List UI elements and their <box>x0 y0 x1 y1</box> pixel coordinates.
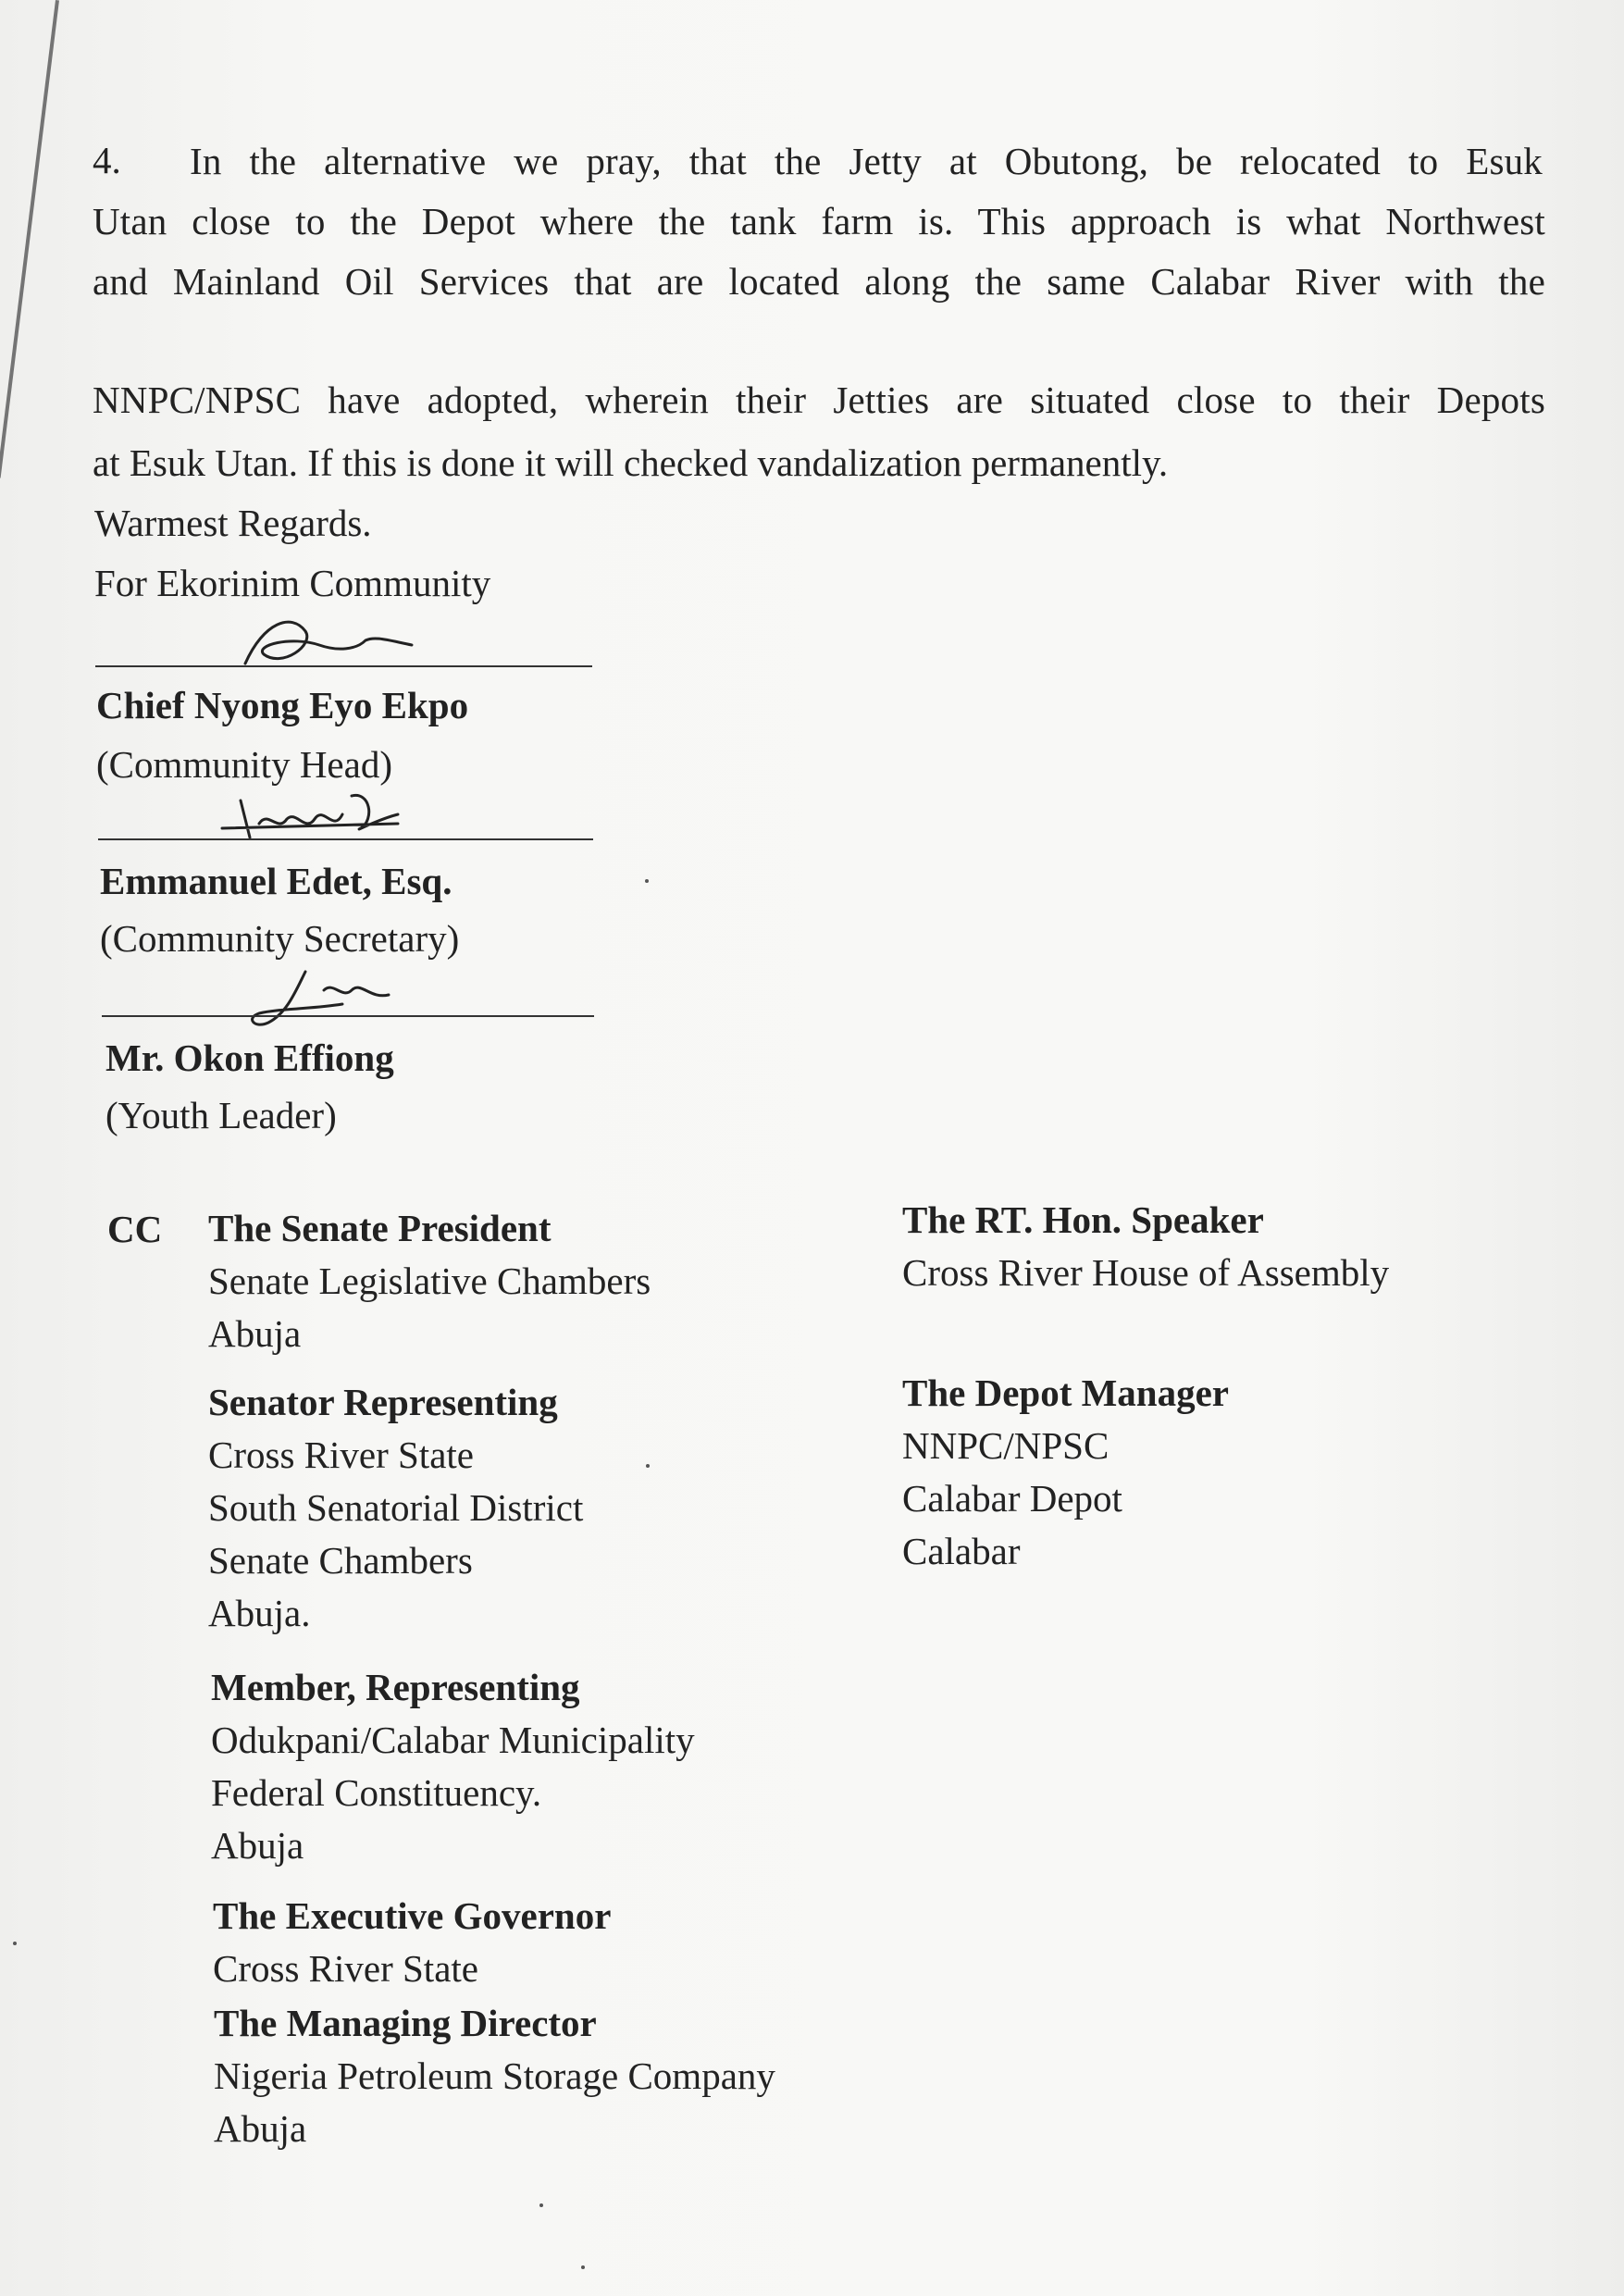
cc-line: Abuja <box>211 1824 304 1867</box>
signatory-2-role: (Community Secretary) <box>100 917 460 960</box>
cc-line: Nigeria Petroleum Storage Company <box>214 2054 775 2097</box>
cc-recipient-managing-director <box>214 1997 775 2155</box>
cc-title: The Depot Manager <box>902 1371 1230 1414</box>
cc-line: South Senatorial District <box>208 1486 584 1529</box>
scan-speck <box>646 1464 650 1468</box>
signature-line-1 <box>95 665 592 667</box>
paragraph-line-1: In the alternative we pray, that the Jetty at Obutong, be relocated to Esuk <box>190 140 1543 182</box>
paragraph-line-4: NNPC/NPSC have adopted, wherein their Jetties are situated close to their Depots <box>93 379 1545 421</box>
paragraph-line-3: and Mainland Oil Services that are located along the same Calabar River with the <box>93 260 1545 303</box>
cc-line: Cross River State <box>208 1433 474 1476</box>
cc-label: CC <box>107 1208 163 1250</box>
cc-line: NNPC/NPSC <box>902 1424 1110 1467</box>
paragraph-number: 4. <box>93 139 121 181</box>
cc-line: Abuja <box>208 1312 302 1355</box>
scan-speck <box>539 2203 543 2207</box>
cc-recipient-governor <box>213 1890 611 1995</box>
signatory-1-role: (Community Head) <box>96 743 392 786</box>
cc-line: Senate Legislative Chambers <box>208 1260 651 1302</box>
cc-line: Federal Constituency. <box>211 1771 542 1814</box>
closing-regards: Warmest Regards. <box>94 502 372 544</box>
cc-line: Cross River State <box>213 1947 478 1990</box>
cc-title: Member, Representing <box>211 1666 580 1708</box>
cc-line: Senate Chambers <box>208 1539 473 1582</box>
cc-title: The Senate President <box>208 1207 552 1249</box>
cc-title: Senator Representing <box>208 1381 558 1423</box>
paragraph-line-2: Utan close to the Depot where the tank farm is. This approach is what Northwest <box>93 200 1545 242</box>
page-edge-shadow <box>0 0 59 478</box>
cc-line: Calabar Depot <box>902 1477 1122 1520</box>
cc-line: Calabar <box>902 1530 1021 1572</box>
cc-title: The Managing Director <box>214 2002 597 2044</box>
signatory-3-name: Mr. Okon Effiong <box>105 1036 394 1079</box>
scan-speck <box>13 1942 17 1945</box>
cc-recipient-senator <box>208 1376 583 1640</box>
cc-recipient-senate-president <box>208 1202 651 1360</box>
cc-title: The RT. Hon. Speaker <box>902 1198 1264 1241</box>
signatory-2-name: Emmanuel Edet, Esq. <box>100 860 452 902</box>
cc-recipient-depot-manager <box>902 1367 1229 1578</box>
scan-speck <box>645 879 649 883</box>
cc-line: Odukpani/Calabar Municipality <box>211 1719 695 1761</box>
signature-line-3 <box>102 1015 594 1017</box>
signature-line-2 <box>98 838 593 840</box>
cc-line: Abuja <box>214 2107 307 2150</box>
cc-title: The Executive Governor <box>213 1894 612 1937</box>
cc-recipient-speaker <box>902 1194 1389 1299</box>
scan-speck <box>581 2265 585 2269</box>
cc-recipient-member <box>211 1661 695 1872</box>
closing-for-line: For Ekorinim Community <box>94 562 491 604</box>
signature-image-2 <box>213 782 426 847</box>
cc-line: Abuja. <box>208 1592 311 1634</box>
paragraph-line-5: at Esuk Utan. If this is done it will checked vandalization permanently. <box>93 441 1169 484</box>
cc-line: Cross River House of Assembly <box>902 1251 1390 1294</box>
signatory-3-role: (Youth Leader) <box>105 1094 337 1136</box>
signature-image-3 <box>231 962 398 1036</box>
signatory-1-name: Chief Nyong Eyo Ekpo <box>96 684 469 726</box>
